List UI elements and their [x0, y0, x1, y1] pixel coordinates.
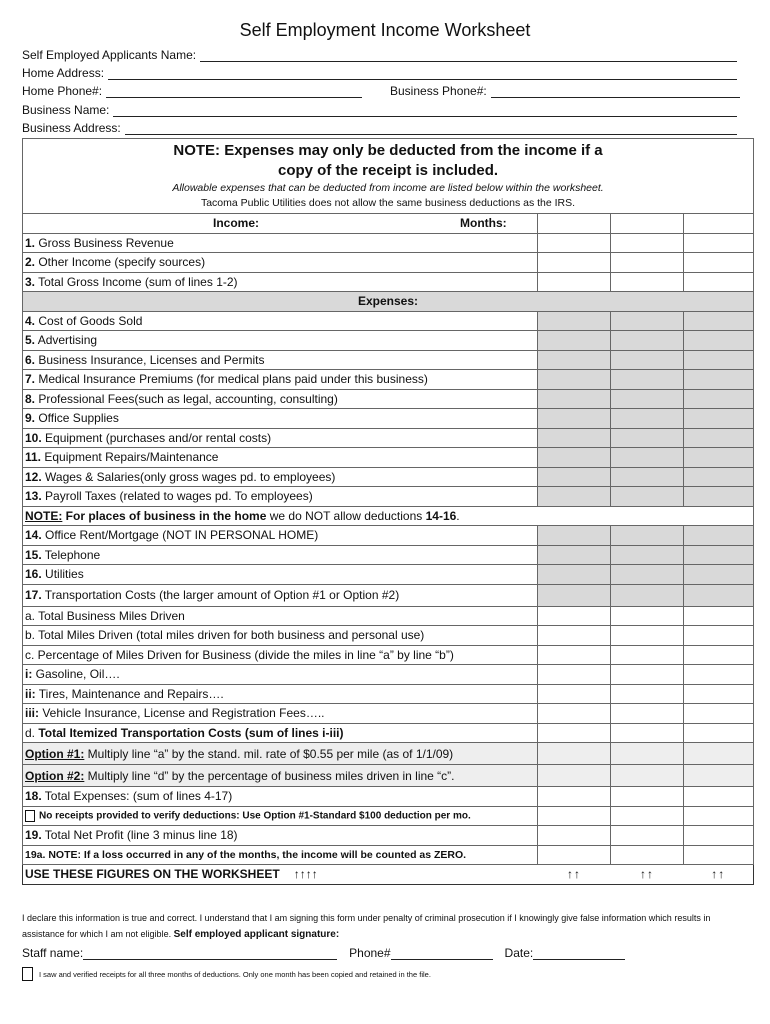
applicant-name-label: Self Employed Applicants Name:: [22, 48, 197, 62]
business-name-label: Business Name:: [22, 103, 110, 117]
staff-phone-input[interactable]: [391, 947, 493, 960]
staff-phone-label: Phone#: [349, 946, 391, 960]
expense-row-6-cell[interactable]: [684, 350, 754, 370]
expense-row-5-label: [23, 331, 538, 351]
expense-row-10-label: [23, 428, 538, 448]
line-text: Medical Insurance Premiums (for medical plans paid under this business): [35, 372, 428, 387]
income-row-1-cell[interactable]: [611, 233, 684, 253]
home-row-15-cell[interactable]: [611, 545, 684, 565]
expense-row-4-cell[interactable]: [684, 311, 754, 331]
vehicle-cost-row-0-cell[interactable]: [538, 665, 611, 685]
itemized-row-label: [23, 723, 538, 743]
expense-row-9-cell[interactable]: [611, 409, 684, 429]
vehicle-cost-row-0-cell[interactable]: [611, 665, 684, 685]
line-number: 1.: [25, 235, 36, 250]
net-profit-num: 19.: [25, 828, 42, 843]
option-2-cell[interactable]: [684, 765, 754, 787]
checkbox-icon[interactable]: [22, 967, 33, 981]
option-2-cell[interactable]: [611, 765, 684, 787]
home-note-end: .: [456, 508, 460, 523]
mileage-row-0-cell[interactable]: [684, 606, 754, 626]
vehicle-cost-row-0-label: [23, 665, 538, 685]
home-row-14-label: [23, 526, 538, 546]
line-number: 16.: [25, 567, 42, 582]
income-row-2-cell[interactable]: [538, 253, 611, 273]
no-receipts-option[interactable]: [23, 806, 538, 826]
home-row-15-cell[interactable]: [684, 545, 754, 565]
no-receipts-cell[interactable]: [684, 806, 754, 826]
home-note-label: NOTE:: [25, 508, 63, 523]
expense-row-8-cell[interactable]: [538, 389, 611, 409]
transport-text: Transportation Costs (the larger amount of Option #1 or Option #2): [41, 588, 400, 602]
line-number: 12.: [25, 469, 42, 484]
transport-row-label: [23, 584, 538, 606]
expense-row-5-cell[interactable]: [684, 331, 754, 351]
expense-row-8-cell[interactable]: [684, 389, 754, 409]
itemized-num: d.: [25, 725, 36, 740]
mileage-row-1-cell[interactable]: [684, 626, 754, 646]
line-text: Advertising: [35, 333, 98, 348]
line-text: Equipment (purchases and/or rental costs): [41, 430, 272, 445]
total-expenses-text: Total Expenses: (sum of lines 4-17): [41, 789, 233, 804]
line-number: i:: [25, 667, 33, 682]
expense-row-12-label: [23, 467, 538, 487]
mileage-row-2-cell[interactable]: [611, 645, 684, 665]
expense-row-13-cell[interactable]: [538, 487, 611, 507]
line-text: Other Income (specify sources): [35, 255, 206, 270]
expense-row-6-label: [23, 350, 538, 370]
income-row-1-label: [23, 233, 538, 253]
line-number: 11.: [25, 450, 42, 465]
line-number: 6.: [25, 352, 36, 367]
income-row-3-label: [23, 272, 538, 292]
expenses-header: Expenses:: [23, 292, 754, 312]
line-text: Cost of Goods Sold: [35, 313, 143, 328]
staff-name-label: Staff name:: [22, 946, 84, 960]
declaration: [22, 910, 752, 943]
note-line-1: NOTE: Expenses may only be deducted from the income if a: [173, 142, 603, 159]
income-row-2-label: [23, 253, 538, 273]
verified-receipts-option[interactable]: [22, 967, 431, 981]
income-row-3-cell[interactable]: [538, 272, 611, 292]
mileage-row-0-cell[interactable]: [611, 606, 684, 626]
home-phone-label: Home Phone#:: [22, 84, 103, 98]
expense-row-11-cell[interactable]: [538, 448, 611, 468]
line-text: c. Percentage of Miles Driven for Business (divide the miles in line “a” by line “b”): [25, 647, 454, 662]
line-number: 13.: [25, 489, 42, 504]
expense-row-4-cell[interactable]: [611, 311, 684, 331]
business-address-field[interactable]: [22, 119, 737, 135]
line-text: Utilities: [41, 567, 84, 582]
vehicle-cost-row-2-cell[interactable]: [538, 704, 611, 724]
home-note-bold: For places of business in the home: [62, 508, 267, 523]
net-profit-label: [23, 826, 538, 846]
mileage-row-1-cell[interactable]: [611, 626, 684, 646]
expense-row-11-label: [23, 448, 538, 468]
note-line-2: copy of the receipt is included.: [277, 162, 499, 179]
home-row-15-cell[interactable]: [538, 545, 611, 565]
note-line-4: Tacoma Public Utilities does not allow the same business deductions as the IRS.: [200, 197, 576, 209]
line-text: Gross Business Revenue: [35, 235, 174, 250]
line-text: Tires, Maintenance and Repairs….: [35, 686, 224, 701]
business-phone-label: Business Phone#:: [390, 84, 487, 98]
home-row-16-label: [23, 565, 538, 585]
page-title: Self Employment Income Worksheet: [239, 20, 531, 40]
home-row-14-cell[interactable]: [684, 526, 754, 546]
note-line-3: Allowable expenses that can be deducted from income are listed below within the worksheet.: [172, 182, 604, 194]
home-row-14-cell[interactable]: [538, 526, 611, 546]
use-figures-text: USE THESE FIGURES ON THE WORKSHEET: [25, 867, 280, 882]
income-row-1-cell[interactable]: [538, 233, 611, 253]
line-number: 8.: [25, 391, 36, 406]
expense-row-7-cell[interactable]: [538, 370, 611, 390]
line-number: 7.: [25, 372, 36, 387]
total-expenses-num: 18.: [25, 789, 42, 804]
line-text: Telephone: [41, 547, 101, 562]
line-text: Gasoline, Oil….: [32, 667, 120, 682]
mileage-row-1-cell[interactable]: [538, 626, 611, 646]
line-text: a. Total Business Miles Driven: [25, 608, 185, 623]
line-text: Payroll Taxes (related to wages pd. To employees): [41, 489, 313, 504]
home-note-text: we do NOT allow deductions: [266, 508, 426, 523]
transport-num: 17.: [25, 588, 42, 602]
income-row-1-cell[interactable]: [684, 233, 754, 253]
expense-row-12-cell[interactable]: [684, 467, 754, 487]
mileage-row-2-cell[interactable]: [684, 645, 754, 665]
line-text: Business Insurance, Licenses and Permits: [35, 352, 265, 367]
itemized-text: Total Itemized Transportation Costs (sum of lines i-iii): [35, 725, 344, 740]
income-header-label: Income:: [213, 216, 260, 230]
loss-note-cell[interactable]: [538, 845, 611, 865]
option-1-label: [23, 743, 538, 765]
staff-name-input[interactable]: [83, 947, 337, 960]
line-number: 15.: [25, 547, 42, 562]
line-number: 4.: [25, 313, 36, 328]
net-profit-cell[interactable]: [684, 826, 754, 846]
vehicle-cost-row-2-cell[interactable]: [684, 704, 754, 724]
line-number: 9.: [25, 411, 36, 426]
expense-row-5-cell[interactable]: [538, 331, 611, 351]
mileage-row-2-cell[interactable]: [538, 645, 611, 665]
vehicle-cost-row-0-cell[interactable]: [684, 665, 754, 685]
expense-row-6-cell[interactable]: [538, 350, 611, 370]
itemized-cell[interactable]: [611, 723, 684, 743]
line-text: Wages & Salaries(only gross wages pd. to employees): [41, 469, 336, 484]
net-profit-cell[interactable]: [611, 826, 684, 846]
expense-row-8-label: [23, 389, 538, 409]
itemized-cell[interactable]: [538, 723, 611, 743]
expense-row-11-cell[interactable]: [684, 448, 754, 468]
mileage-row-1-label: [23, 626, 538, 646]
declaration-text: I declare this information is true and correct. I understand that I am signing this form under penalty of criminal prosecution if I knowingly give false information which results in assistance for which I am not eligible.: [22, 913, 711, 939]
worksheet-table: [22, 138, 754, 885]
line-number: 5.: [25, 333, 36, 348]
up-arrows-icon: ↑↑↑↑: [293, 867, 318, 882]
no-receipts-cell[interactable]: [611, 806, 684, 826]
line-text: Equipment Repairs/Maintenance: [41, 450, 219, 465]
vehicle-cost-row-1-cell[interactable]: [611, 684, 684, 704]
verified-text: I saw and verified receipts for all three months of deductions. Only one month has been copied and retained in the file.: [39, 969, 431, 979]
line-text: Vehicle Insurance, License and Registration Fees…..: [39, 706, 325, 721]
expense-row-5-cell[interactable]: [611, 331, 684, 351]
line-text: b. Total Miles Driven (total miles driven for both business and personal use): [25, 628, 425, 643]
expense-row-6-cell[interactable]: [611, 350, 684, 370]
loss-note-cell[interactable]: [684, 845, 754, 865]
itemized-cell[interactable]: [684, 723, 754, 743]
expense-row-13-label: [23, 487, 538, 507]
option-2-name: Option #2:: [25, 768, 85, 783]
option-2-label: [23, 765, 538, 787]
expense-row-7-label: [23, 370, 538, 390]
home-address-field[interactable]: [22, 64, 737, 80]
option-1-name: Option #1:: [25, 746, 85, 761]
option-1-cell[interactable]: [538, 743, 611, 765]
vehicle-cost-row-1-label: [23, 684, 538, 704]
expense-row-12-cell[interactable]: [538, 467, 611, 487]
line-text: Total Gross Income (sum of lines 1-2): [35, 274, 238, 289]
line-number: 2.: [25, 255, 36, 270]
expense-row-4-label: [23, 311, 538, 331]
business-name-field[interactable]: [22, 101, 737, 117]
line-number: 3.: [25, 274, 36, 289]
income-row-3-cell[interactable]: [684, 272, 754, 292]
expense-row-10-cell[interactable]: [538, 428, 611, 448]
option-2-cell[interactable]: [538, 765, 611, 787]
business-phone-field[interactable]: [390, 82, 740, 98]
total-expenses-label: [23, 787, 538, 807]
month-2-header[interactable]: [611, 214, 684, 234]
income-row-2-cell[interactable]: [684, 253, 754, 273]
expense-row-9-cell[interactable]: [684, 409, 754, 429]
total-expenses-cell[interactable]: [684, 787, 754, 807]
expense-row-7-cell[interactable]: [684, 370, 754, 390]
vehicle-cost-row-2-label: [23, 704, 538, 724]
expense-row-13-cell[interactable]: [684, 487, 754, 507]
expense-row-7-cell[interactable]: [611, 370, 684, 390]
month-3-header[interactable]: [684, 214, 754, 234]
staff-row: [22, 946, 752, 960]
months-header-label: Months:: [460, 216, 507, 230]
expense-row-8-cell[interactable]: [611, 389, 684, 409]
mileage-row-0-label: [23, 606, 538, 626]
option-1-text: Multiply line “a” by the stand. mil. rate of $0.55 per mile (as of 1/1/09): [84, 746, 454, 761]
expense-row-13-cell[interactable]: [611, 487, 684, 507]
mileage-row-0-cell[interactable]: [538, 606, 611, 626]
line-number: 14.: [25, 528, 42, 543]
line-text: Office Supplies: [35, 411, 119, 426]
home-row-16-cell[interactable]: [538, 565, 611, 585]
expense-row-12-cell[interactable]: [611, 467, 684, 487]
total-expenses-cell[interactable]: [611, 787, 684, 807]
net-profit-cell[interactable]: [538, 826, 611, 846]
line-number: iii:: [25, 706, 39, 721]
use-figures-label: [23, 865, 538, 885]
loss-note-cell[interactable]: [611, 845, 684, 865]
net-profit-text: Total Net Profit (line 3 minus line 18): [41, 828, 238, 843]
transport-cell[interactable]: [538, 584, 611, 606]
note-box: [23, 139, 754, 214]
vehicle-cost-row-1-cell[interactable]: [684, 684, 754, 704]
month-1-header[interactable]: [538, 214, 611, 234]
home-address-label: Home Address:: [22, 66, 105, 80]
home-note-range: 14-16: [425, 508, 457, 523]
staff-date-label: Date:: [504, 946, 534, 960]
staff-date-input[interactable]: [533, 947, 625, 960]
up-arrows-icon: ↑↑: [567, 867, 581, 882]
home-row-16-cell[interactable]: [684, 565, 754, 585]
option-2-text: Multiply line “d” by the percentage of business miles driven in line “c”.: [84, 768, 455, 783]
income-row-2-cell[interactable]: [611, 253, 684, 273]
option-1-cell[interactable]: [611, 743, 684, 765]
line-number: 10.: [25, 430, 42, 445]
line-number: ii:: [25, 686, 36, 701]
vehicle-cost-row-2-cell[interactable]: [611, 704, 684, 724]
home-row-14-cell[interactable]: [611, 526, 684, 546]
home-phone-field[interactable]: [22, 82, 362, 98]
mileage-row-2-label: [23, 645, 538, 665]
home-row-16-cell[interactable]: [611, 565, 684, 585]
line-text: Office Rent/Mortgage (NOT IN PERSONAL HOME): [41, 528, 319, 543]
no-receipts-cell[interactable]: [538, 806, 611, 826]
income-header: [23, 214, 538, 234]
vehicle-cost-row-1-cell[interactable]: [538, 684, 611, 704]
applicant-name-field[interactable]: [22, 46, 737, 62]
line-text: Professional Fees(such as legal, accounting, consulting): [35, 391, 338, 406]
transport-cell[interactable]: [611, 584, 684, 606]
business-address-label: Business Address:: [22, 121, 121, 135]
home-row-15-label: [23, 545, 538, 565]
no-receipts-text: No receipts provided to verify deductions: Use Option #1-Standard $100 deduction per mo.: [39, 810, 471, 822]
expense-row-9-cell[interactable]: [538, 409, 611, 429]
option-1-cell[interactable]: [684, 743, 754, 765]
expense-row-4-cell[interactable]: [538, 311, 611, 331]
up-arrows-icon: ↑↑: [711, 867, 726, 882]
expense-row-11-cell[interactable]: [611, 448, 684, 468]
total-expenses-cell[interactable]: [538, 787, 611, 807]
transport-cell[interactable]: [684, 584, 754, 606]
loss-note: 19a. NOTE: If a loss occurred in any of the months, the income will be counted as ZERO.: [23, 845, 538, 865]
expense-row-9-label: [23, 409, 538, 429]
home-business-note: [23, 506, 754, 526]
expense-row-10-cell[interactable]: [684, 428, 754, 448]
expense-row-10-cell[interactable]: [611, 428, 684, 448]
up-arrows-icon: ↑↑: [640, 867, 654, 882]
checkbox-icon[interactable]: [25, 810, 35, 822]
signature-label: Self employed applicant signature:: [173, 929, 340, 940]
income-row-3-cell[interactable]: [611, 272, 684, 292]
